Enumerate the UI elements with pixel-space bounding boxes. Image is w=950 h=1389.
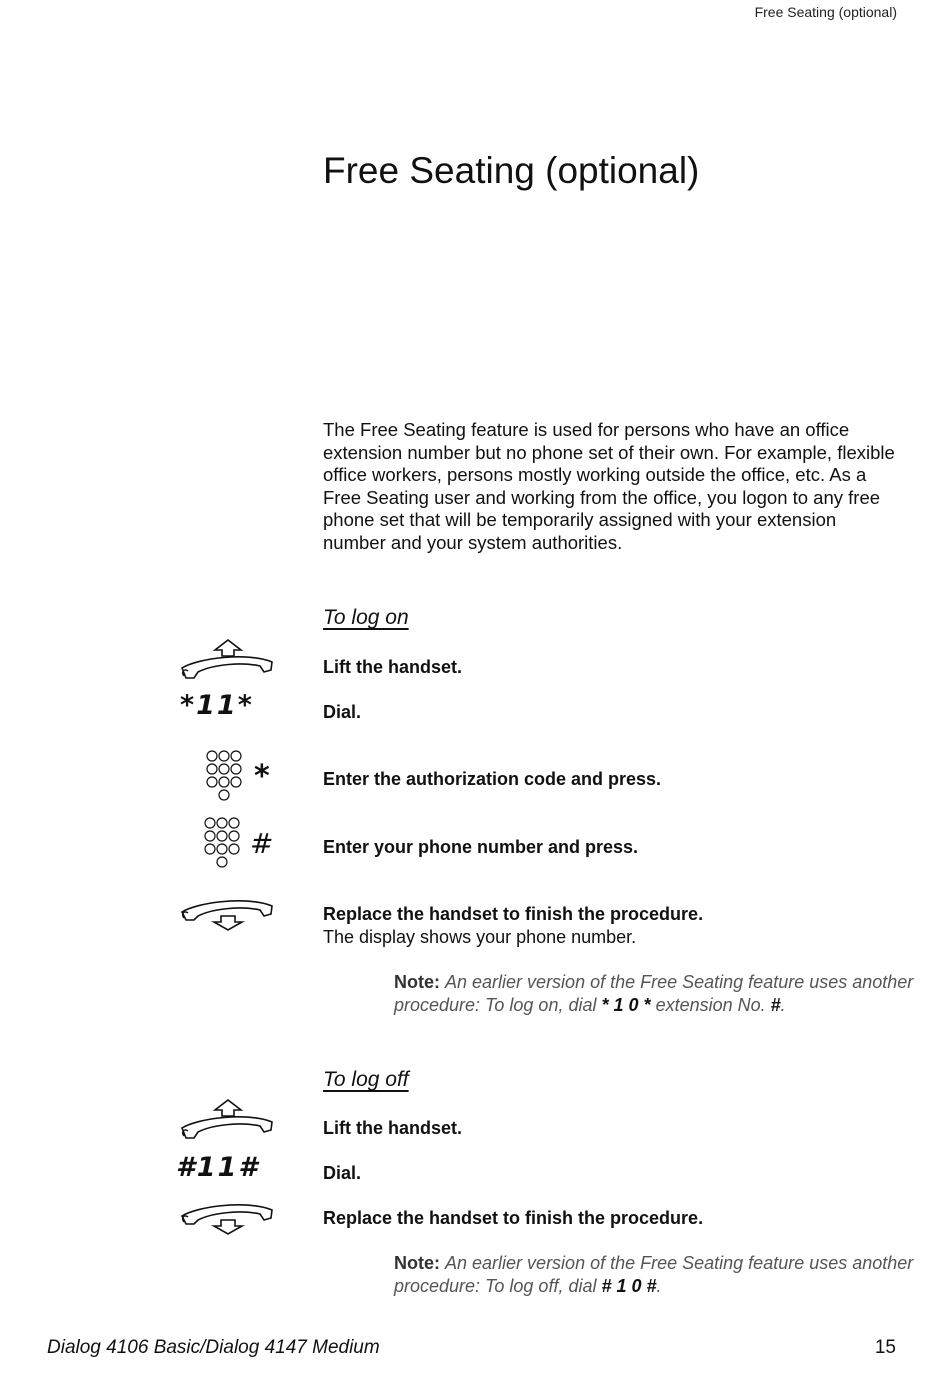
note-text: . — [656, 1275, 662, 1296]
log-off-step-2 — [323, 1162, 903, 1185]
log-on-note — [394, 971, 914, 1016]
log-off-note — [394, 1252, 914, 1297]
dial-code-icon: *11* — [180, 690, 254, 721]
note-code: # 1 0 # — [601, 1275, 657, 1296]
log-off-heading: To log off — [323, 1068, 409, 1091]
page-number: 15 — [874, 1337, 896, 1358]
dial-code-icon: #11# — [176, 1152, 260, 1183]
log-off-step-1 — [323, 1117, 903, 1140]
handset-replace-icon — [178, 1196, 276, 1236]
step-text: Lift the handset. — [323, 1118, 462, 1138]
log-on-heading: To log on — [323, 606, 409, 629]
step-text: Replace the handset to finish the procedure. — [323, 904, 704, 924]
note-code: # — [770, 994, 781, 1015]
keypad-key-label: # — [250, 827, 274, 860]
log-off-step-3 — [323, 1207, 903, 1230]
note-label: Note: — [394, 1253, 440, 1273]
keypad-key-label: * — [254, 759, 270, 794]
note-text: An earlier version of the Free Seating feature uses another procedure: To log off, dial — [394, 1253, 914, 1296]
log-on-step-4 — [323, 836, 903, 859]
note-text: . — [780, 994, 786, 1015]
handset-replace-icon — [178, 892, 276, 932]
keypad-hash-icon — [202, 817, 276, 873]
keypad-star-icon — [204, 750, 276, 806]
footer-product-name: Dialog 4106 Basic/Dialog 4147 Medium — [47, 1337, 380, 1358]
step-text: Replace the handset to finish the procedure. — [323, 1208, 704, 1228]
note-text: extension No. — [655, 994, 766, 1015]
step-subtext: The display shows your phone number. — [323, 926, 637, 947]
log-on-step-3 — [323, 768, 903, 791]
note-label: Note: — [394, 972, 440, 992]
note-text: An earlier version of the Free Seating feature uses another procedure: To log on, dial — [394, 972, 914, 1015]
running-header: Free Seating (optional) — [754, 4, 897, 20]
step-text: Dial. — [323, 702, 362, 722]
handset-lift-icon — [178, 1098, 276, 1142]
handset-lift-icon — [178, 638, 276, 682]
step-text: Enter the authorization code and press. — [323, 769, 662, 789]
intro-paragraph: The Free Seating feature is used for persons who have an office extension number but no phone set of their own. For example, flexible office workers, persons mostly working outside the office, etc. As a Free Seating user and working from the office, you logon to any free phone set that will be temporarily assigned with your extension number and your system authorities. — [323, 419, 895, 553]
page-title: Free Seating (optional) — [323, 150, 700, 191]
step-text: Dial. — [323, 1163, 362, 1183]
log-on-step-1 — [323, 656, 903, 679]
step-text: Lift the handset. — [323, 657, 462, 677]
log-on-step-2 — [323, 701, 903, 724]
step-text: Enter your phone number and press. — [323, 837, 639, 857]
log-on-step-5 — [323, 903, 903, 948]
note-code: * 1 0 * — [601, 994, 651, 1015]
